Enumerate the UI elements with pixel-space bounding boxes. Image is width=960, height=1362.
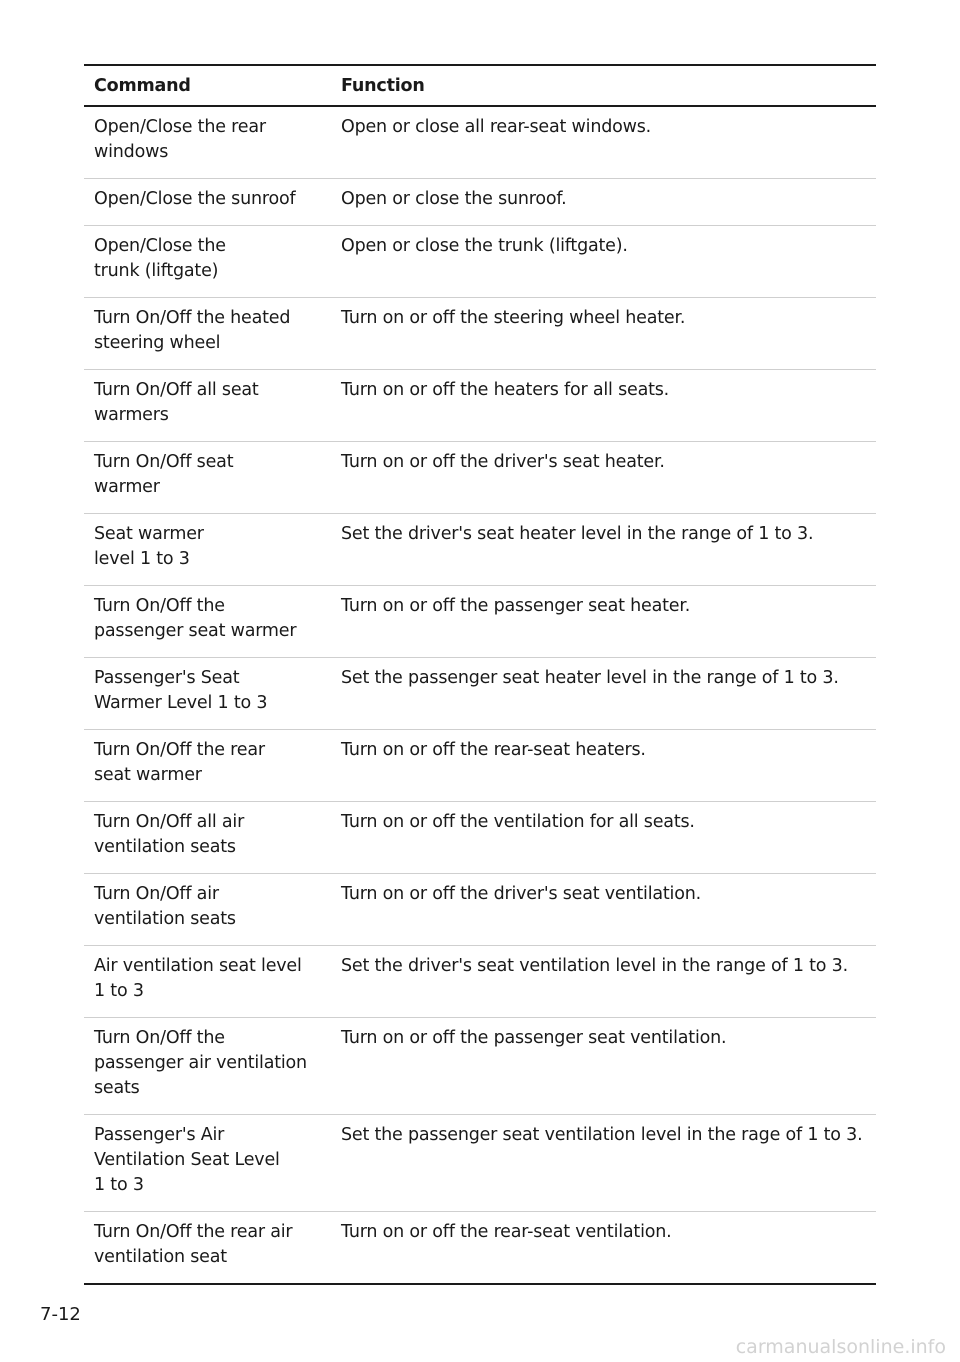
function-cell: Turn on or off the steering wheel heater. [331, 298, 876, 370]
command-table [84, 64, 876, 1285]
command-cell: Turn On/Off all seat warmers [84, 370, 331, 442]
function-cell: Open or close the trunk (liftgate). [331, 226, 876, 298]
function-cell: Set the driver's seat heater level in the range of 1 to 3. [331, 514, 876, 586]
command-cell: Turn On/Off the passenger seat warmer [84, 586, 331, 658]
table-row [84, 1212, 876, 1285]
table-header-row [84, 65, 876, 106]
watermark-url[interactable]: carmanualsonline.info [735, 1336, 946, 1358]
function-cell: Turn on or off the rear-seat heaters. [331, 730, 876, 802]
table-row [84, 226, 876, 298]
command-cell: Turn On/Off the rear seat warmer [84, 730, 331, 802]
command-cell: Turn On/Off air ventilation seats [84, 874, 331, 946]
command-cell: Seat warmer level 1 to 3 [84, 514, 331, 586]
function-cell: Open or close all rear-seat windows. [331, 106, 876, 179]
command-cell: Passenger's Air Ventilation Seat Level 1 to 3 [84, 1115, 331, 1212]
command-cell: Open/Close the rear windows [84, 106, 331, 179]
function-cell: Turn on or off the driver's seat heater. [331, 442, 876, 514]
table-row [84, 1018, 876, 1115]
function-cell: Turn on or off the passenger seat heater. [331, 586, 876, 658]
table-row [84, 106, 876, 179]
table-row [84, 1115, 876, 1212]
function-cell: Set the passenger seat ventilation level in the rage of 1 to 3. [331, 1115, 876, 1212]
table-row [84, 370, 876, 442]
table-row [84, 442, 876, 514]
command-cell: Passenger's Seat Warmer Level 1 to 3 [84, 658, 331, 730]
command-cell: Open/Close the sunroof [84, 179, 331, 226]
column-header-function: Function [331, 65, 876, 106]
function-cell: Set the driver's seat ventilation level in the range of 1 to 3. [331, 946, 876, 1018]
table-row [84, 586, 876, 658]
table-row [84, 730, 876, 802]
command-cell: Turn On/Off the rear air ventilation seat [84, 1212, 331, 1285]
command-cell: Turn On/Off the passenger air ventilation seats [84, 1018, 331, 1115]
function-cell: Turn on or off the rear-seat ventilation. [331, 1212, 876, 1285]
command-cell: Turn On/Off seat warmer [84, 442, 331, 514]
function-cell: Turn on or off the heaters for all seats. [331, 370, 876, 442]
table-row [84, 658, 876, 730]
table-row [84, 298, 876, 370]
function-cell: Turn on or off the ventilation for all seats. [331, 802, 876, 874]
table-row [84, 179, 876, 226]
command-cell: Turn On/Off all air ventilation seats [84, 802, 331, 874]
function-cell: Open or close the sunroof. [331, 179, 876, 226]
page-number: 7-12 [40, 1304, 81, 1325]
command-cell: Open/Close the trunk (liftgate) [84, 226, 331, 298]
function-cell: Turn on or off the passenger seat ventilation. [331, 1018, 876, 1115]
command-cell: Turn On/Off the heated steering wheel [84, 298, 331, 370]
function-cell: Set the passenger seat heater level in the range of 1 to 3. [331, 658, 876, 730]
table-row [84, 946, 876, 1018]
table-row [84, 802, 876, 874]
command-cell: Air ventilation seat level 1 to 3 [84, 946, 331, 1018]
column-header-command: Command [84, 65, 331, 106]
table-row [84, 514, 876, 586]
table-row [84, 874, 876, 946]
function-cell: Turn on or off the driver's seat ventilation. [331, 874, 876, 946]
